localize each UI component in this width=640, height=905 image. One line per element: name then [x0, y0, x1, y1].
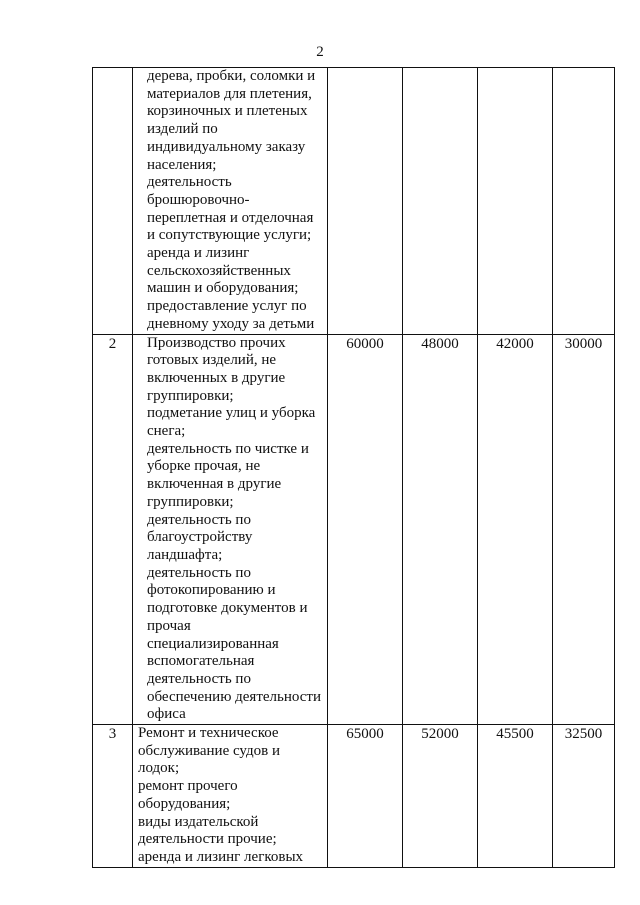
description-line: специализированная [147, 635, 279, 652]
description-line: материалов для плетения, [147, 85, 312, 102]
value: 45500 [496, 726, 534, 743]
description-line: готовых изделий, не [147, 352, 277, 369]
row-number-cell [93, 334, 133, 724]
value: 32500 [564, 726, 603, 743]
description-line: деятельность по [147, 564, 251, 581]
description-line: снега; [147, 423, 186, 440]
value: 48000 [421, 335, 459, 352]
description-line: предоставление услуг по [147, 298, 307, 315]
value [403, 68, 477, 69]
description-line: деятельность [147, 174, 232, 191]
description-line: аренда и лизинг легковых [138, 848, 304, 865]
description-line: дерева, пробки, соломки и [147, 68, 316, 84]
description-line: оборудования; [138, 795, 231, 812]
table-body [93, 68, 615, 868]
row-number: 2 [108, 335, 117, 352]
activity-description-cell [133, 68, 328, 335]
description-line: подготовке документов и [147, 600, 308, 617]
description-line: переплетная и отделочная [147, 209, 314, 226]
description-line: подметание улиц и уборка [147, 405, 316, 422]
description-line: офиса [147, 706, 186, 723]
value: 42000 [496, 335, 534, 352]
value-cell-1 [328, 68, 403, 335]
description-line: уборке прочая, не [147, 458, 261, 475]
value: 65000 [346, 726, 384, 743]
description-line: деятельность по [147, 511, 251, 528]
description-line: Ремонт и техническое [138, 725, 279, 742]
value-cell-4 [553, 334, 615, 724]
value [328, 68, 402, 69]
value-cell-2 [403, 334, 478, 724]
description-line: и сопутствующие услуги; [147, 227, 312, 244]
table-row [93, 334, 615, 724]
value-cell-4 [553, 725, 615, 868]
value-cell-2 [403, 68, 478, 335]
description-line: прочая [147, 617, 191, 634]
row-number: 3 [108, 726, 117, 743]
value: 52000 [421, 726, 459, 743]
table-row [93, 725, 615, 868]
description-line: аренда и лизинг [147, 245, 250, 262]
description-line: включенных в другие [147, 369, 286, 386]
description-line: ландшафта; [147, 546, 223, 563]
value [478, 68, 552, 69]
rates-table [92, 67, 615, 868]
description-line: Производство прочих [147, 334, 286, 351]
value-cell-2 [403, 725, 478, 868]
table-row [93, 68, 615, 335]
description-line: группировки; [147, 493, 234, 510]
value-cell-1 [328, 725, 403, 868]
description-line: ремонт прочего [138, 778, 238, 795]
description-line: виды издательской [138, 813, 259, 830]
description-line: брошюровочно- [147, 191, 250, 208]
description-line: деятельности прочие; [138, 831, 277, 848]
description-line: обеспечению деятельности [147, 688, 322, 705]
activity-description-cell [133, 334, 328, 724]
row-number [93, 68, 132, 69]
description-line: благоустройству [147, 529, 253, 546]
value-cell-3 [478, 334, 553, 724]
description-line: дневному уходу за детьми [147, 315, 315, 332]
description-line: обслуживание судов и [138, 742, 280, 759]
row-number-cell [93, 68, 133, 335]
description-line: корзиночных и плетеных [147, 103, 308, 120]
description-line: деятельность по [147, 670, 251, 687]
activity-description-cell [133, 725, 328, 868]
value-cell-3 [478, 725, 553, 868]
value: 30000 [564, 335, 603, 352]
description-line: вспомогательная [147, 653, 255, 670]
description-line: изделий по [147, 121, 218, 138]
description-line: включенная в другие [147, 476, 282, 493]
description-line: индивидуальному заказу [147, 138, 306, 155]
description-line: лодок; [138, 760, 180, 777]
description-line: деятельность по чистке и [147, 440, 309, 457]
row-number-cell [93, 725, 133, 868]
description-line: фотокопированию и [147, 582, 276, 599]
description-line: сельскохозяйственных [147, 262, 291, 279]
value-cell-3 [478, 68, 553, 335]
description-line: населения; [147, 156, 217, 173]
value [553, 68, 614, 69]
description-line: группировки; [147, 387, 234, 404]
description-line: машин и оборудования; [147, 280, 299, 297]
value: 60000 [346, 335, 384, 352]
value-cell-1 [328, 334, 403, 724]
value-cell-4 [553, 68, 615, 335]
page-number: 2 [316, 44, 324, 60]
